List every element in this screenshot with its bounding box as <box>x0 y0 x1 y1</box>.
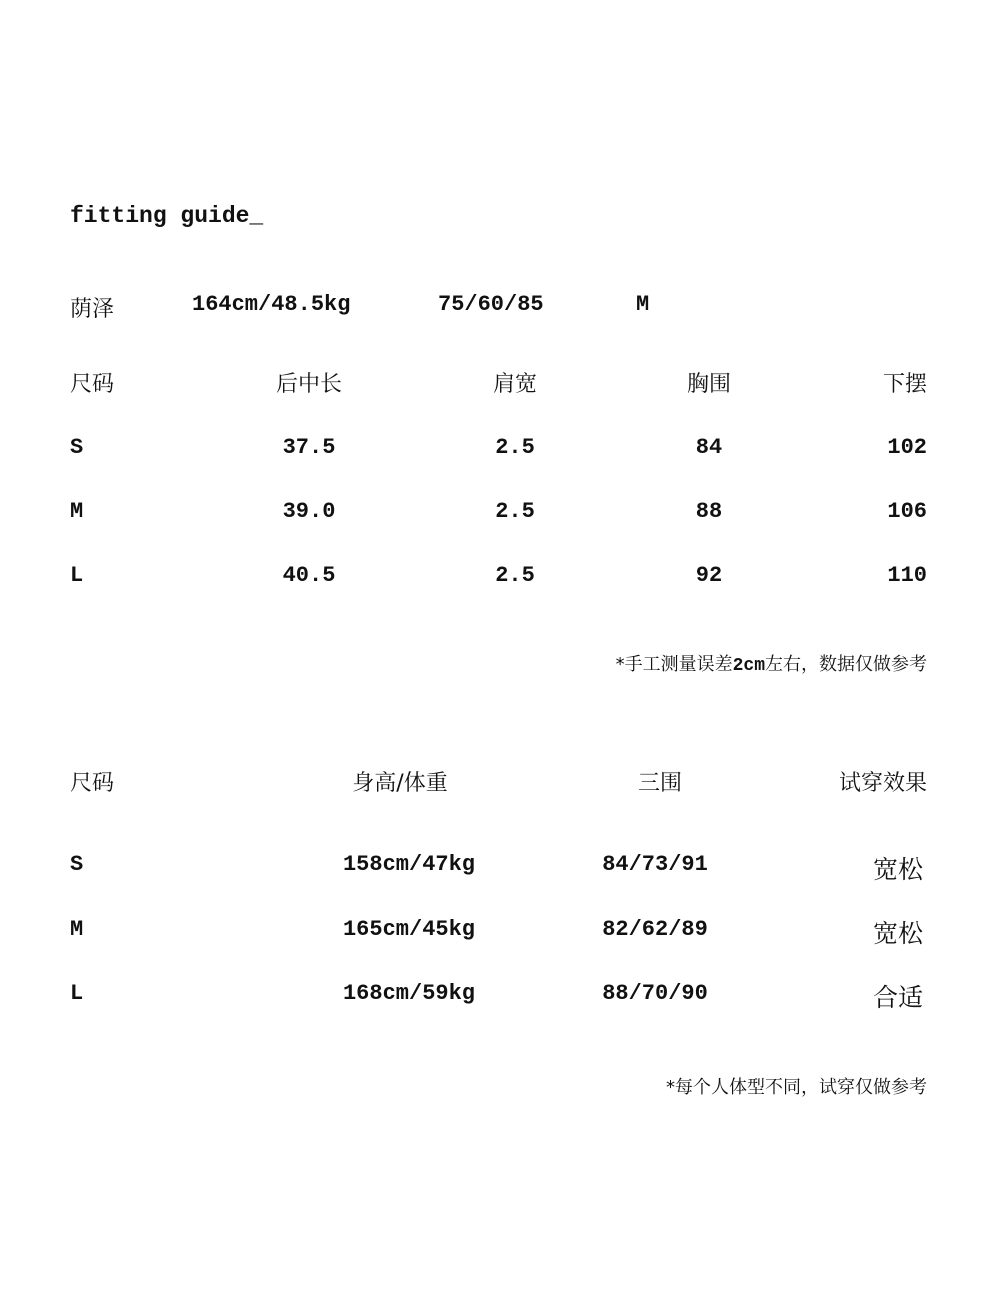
row-height-weight: 168cm/59kg <box>342 981 476 1006</box>
model-height-weight: 164cm/48.5kg <box>192 292 351 317</box>
row-back-length: 37.5 <box>282 435 336 460</box>
row-back-length: 39.0 <box>282 499 336 524</box>
measurement-note-value: 2cm <box>732 656 765 676</box>
header-height-weight: 身高/体重 <box>352 771 448 796</box>
page-title: fitting guide_ <box>70 203 264 229</box>
row-measurements: 84/73/91 <box>602 852 708 877</box>
header-hem: 下摆 <box>882 372 927 397</box>
row-shoulder: 2.5 <box>495 563 535 588</box>
row-size: S <box>70 852 84 877</box>
header-back-length: 后中长 <box>275 372 343 397</box>
row-shoulder: 2.5 <box>495 499 535 524</box>
row-size: M <box>70 499 84 524</box>
header-measurements: 三围 <box>637 771 683 796</box>
row-size: M <box>70 917 84 942</box>
model-size: M <box>636 292 650 317</box>
row-fit: 合适 <box>872 983 923 1012</box>
row-shoulder: 2.5 <box>495 435 535 460</box>
row-hem: 110 <box>887 563 927 588</box>
row-measurements: 88/70/90 <box>602 981 708 1006</box>
row-size: L <box>70 981 84 1006</box>
header-chest: 胸围 <box>686 372 732 397</box>
row-hem: 102 <box>887 435 927 460</box>
model-name: 荫泽 <box>70 297 115 322</box>
row-chest: 88 <box>695 499 723 524</box>
row-back-length: 40.5 <box>282 563 336 588</box>
row-chest: 92 <box>695 563 723 588</box>
row-fit: 宽松 <box>872 919 923 948</box>
fit-note: *每个人体型不同，试穿仅做参考 <box>666 1077 927 1098</box>
measurement-note-suffix: 左右，数据仅做参考 <box>765 654 927 675</box>
row-height-weight: 158cm/47kg <box>342 852 476 877</box>
row-chest: 84 <box>695 435 723 460</box>
header-size: 尺码 <box>70 771 115 796</box>
row-measurements: 82/62/89 <box>602 917 708 942</box>
header-fit: 试穿效果 <box>838 771 927 796</box>
row-size: L <box>70 563 84 588</box>
header-size: 尺码 <box>70 372 115 397</box>
measurement-note-prefix: *手工测量误差 <box>615 654 733 675</box>
measurement-note <box>616 650 927 676</box>
header-shoulder: 肩宽 <box>492 372 538 397</box>
row-hem: 106 <box>887 499 927 524</box>
row-fit: 宽松 <box>872 855 923 884</box>
model-measurements: 75/60/85 <box>438 292 544 317</box>
row-size: S <box>70 435 84 460</box>
row-height-weight: 165cm/45kg <box>342 917 476 942</box>
